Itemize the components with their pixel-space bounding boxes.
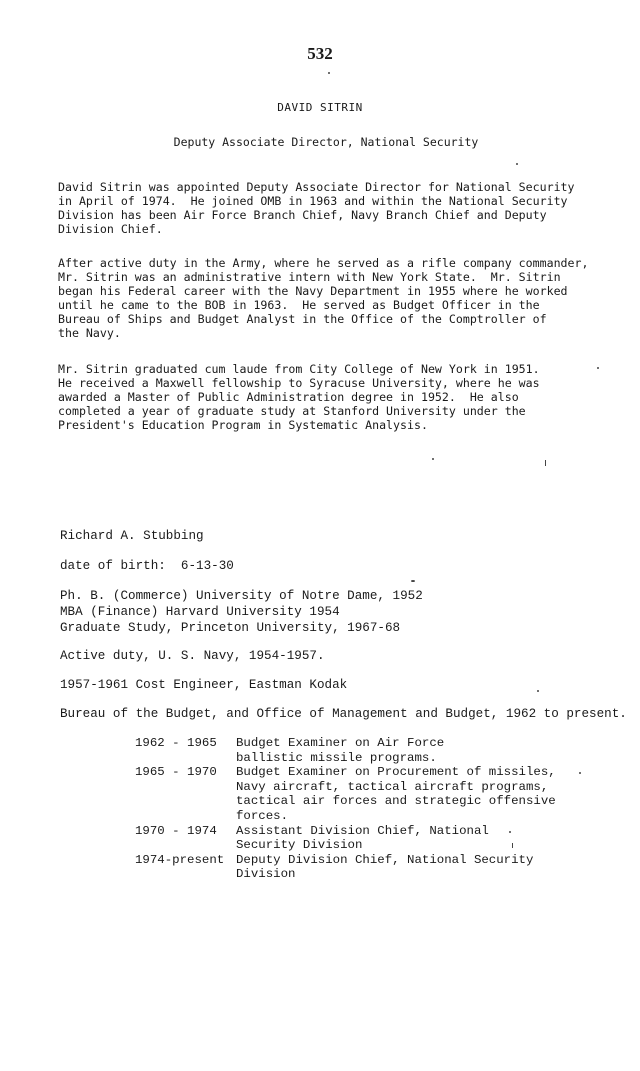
resume-active-duty: Active duty, U. S. Navy, 1954-1957.	[60, 649, 325, 663]
career-position-row	[135, 824, 556, 853]
career-positions-list	[135, 736, 556, 882]
scan-speck	[328, 72, 330, 74]
resume-name: Richard A. Stubbing	[60, 529, 204, 543]
resume-kodak: 1957-1961 Cost Engineer, Eastman Kodak	[60, 678, 348, 692]
bio-subtitle: Deputy Associate Director, National Security	[173, 135, 479, 149]
scan-speck	[545, 460, 546, 466]
career-position-years: 1970 - 1974	[135, 823, 217, 838]
career-position-description: Assistant Division Chief, National Security Division	[236, 823, 489, 853]
resume-bureau: Bureau of the Budget, and Office of Management and Budget, 1962 to present.	[60, 707, 627, 721]
career-position-years: 1974-present	[135, 852, 225, 867]
scan-speck	[512, 843, 513, 848]
scan-speck	[597, 367, 599, 369]
bio-paragraph-appointment: David Sitrin was appointed Deputy Associate Director for National Security in April of 1974. He joined OMB in 1963 and within the National Security Division has been Air Force Branch Chief, Navy Branch Chief and Deputy Division Chief.	[58, 180, 575, 236]
resume-date-of-birth: date of birth: 6-13-30	[60, 559, 234, 573]
resume-education: Ph. B. (Commerce) University of Notre Dame, 1952 MBA (Finance) Harvard University 1954 Graduate Study, Princeton University, 1967-68	[60, 589, 423, 635]
bio-paragraph-career: After active duty in the Army, where he served as a rifle company commander, Mr. Sitrin was an administrative intern with New York State. Mr. Sitrin began his Federal career with the Navy Department in 1955 where he worked until he came to the BOB in 1963. He served as Budget Officer in the Bureau of Ships and Budget Analyst in the Office of the Comptroller of the Navy.	[58, 256, 589, 340]
career-position-years: 1962 - 1965	[135, 736, 217, 750]
career-position-row	[135, 765, 556, 823]
bio-paragraph-education: Mr. Sitrin graduated cum laude from City College of New York in 1951. He received a Maxwell fellowship to Syracuse University, where he was awarded a Master of Public Administration degree in 1952. He also completed a year of graduate study at Stanford University under the President's Education Program in Systematic Analysis.	[58, 362, 540, 432]
page-number: 532	[307, 44, 333, 63]
career-position-description: Budget Examiner on Procurement of missiles, Navy aircraft, tactical aircraft programs, tactical air forces and strategic offensive forces.	[236, 765, 556, 823]
career-position-row	[135, 853, 556, 882]
career-position-description: Budget Examiner on Air Force ballistic missile programs.	[236, 736, 445, 765]
scan-speck	[516, 163, 518, 165]
scan-speck	[509, 831, 511, 833]
scan-speck	[537, 690, 539, 692]
scan-speck	[579, 772, 581, 774]
bio-name-heading: DAVID SITRIN	[277, 101, 363, 114]
career-position-years: 1965 - 1970	[135, 765, 217, 780]
scan-speck	[411, 580, 415, 582]
scan-speck	[432, 458, 434, 460]
career-position-row	[135, 736, 556, 765]
career-position-description: Deputy Division Chief, National Security Division	[236, 852, 534, 882]
